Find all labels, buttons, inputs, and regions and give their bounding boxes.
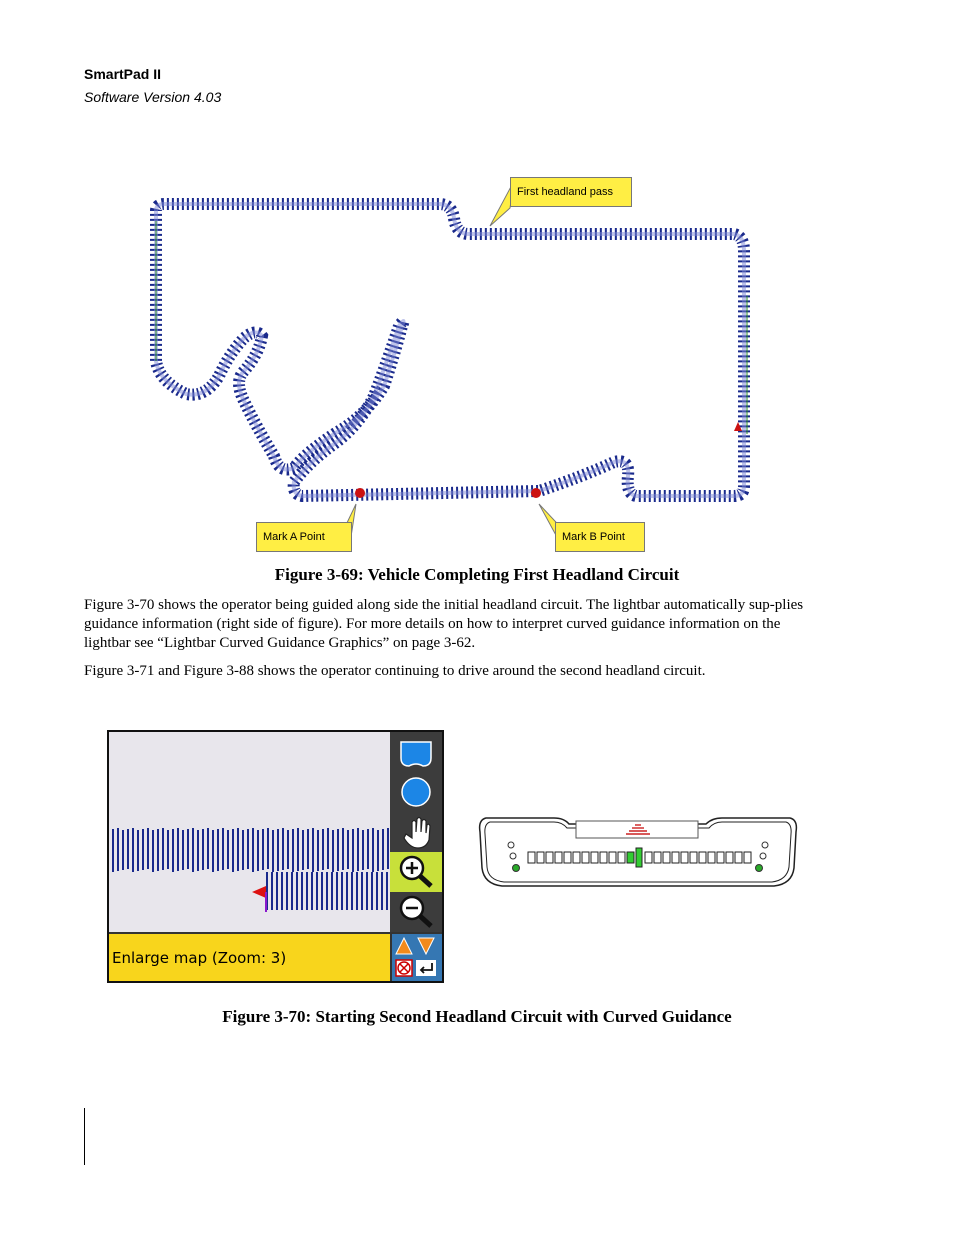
- header-version: Software Version 4.03: [84, 89, 222, 105]
- lightbar-led: [618, 852, 625, 863]
- paragraph-2: Figure 3-71 and Figure 3-88 shows the operator continuing to drive around the second headland circuit.: [84, 663, 706, 679]
- mark-b-point: [531, 488, 541, 498]
- page-margin-rule: [84, 1108, 85, 1165]
- lightbar-led: [645, 852, 652, 863]
- status-text: Enlarge map (Zoom: 3): [112, 948, 287, 967]
- map-toolbar: [390, 732, 442, 934]
- lightbar-led: [537, 852, 544, 863]
- lightbar-led: [717, 852, 724, 863]
- figure-caption-3-69: Figure 3-69: Vehicle Completing First Headland Circuit: [274, 565, 680, 584]
- lightbar-led: [564, 852, 571, 863]
- lightbar-led: [690, 852, 697, 863]
- mark-a-callout: Mark A Point: [256, 522, 352, 552]
- lightbar-led: [555, 852, 562, 863]
- lightbar-led: [663, 852, 670, 863]
- zoom-out-icon[interactable]: [390, 892, 442, 932]
- headland-circuit-figure: [144, 176, 756, 556]
- lightbar-led: [546, 852, 553, 863]
- lightbar-led: [609, 852, 616, 863]
- lightbar-led: [735, 852, 742, 863]
- lightbar-led: [744, 852, 751, 863]
- pan-hand-icon[interactable]: [390, 812, 442, 852]
- guidance-map[interactable]: [109, 732, 390, 934]
- field-icon[interactable]: [390, 732, 442, 772]
- enter-icon[interactable]: [416, 960, 436, 976]
- mark-b-callout: Mark B Point: [555, 522, 645, 552]
- header-product: SmartPad II: [84, 66, 162, 82]
- up-arrow-icon[interactable]: [394, 936, 414, 956]
- lightbar-center-led: [636, 848, 642, 867]
- lightbar-display: [474, 812, 802, 890]
- lightbar-led: [600, 852, 607, 863]
- first-headland-pass-callout: First headland pass: [510, 177, 632, 207]
- circle-icon[interactable]: [390, 772, 442, 812]
- nav-pad: [390, 932, 442, 981]
- lightbar-led: [528, 852, 535, 863]
- paragraph-1: Figure 3-70 shows the operator being guided along side the initial headland circuit. The lightbar automatically sup-plies guidance information (right side of figure). For more details on how to interpret curved guidance information on the lightbar see “Lightbar Curved Guidance Graphics” on page 3-62.: [84, 597, 804, 651]
- lightbar-led: [591, 852, 598, 863]
- lightbar-led: [672, 852, 679, 863]
- lightbar-led: [654, 852, 661, 863]
- lightbar-led: [627, 852, 634, 863]
- down-arrow-icon[interactable]: [416, 936, 436, 956]
- status-bar: [109, 932, 390, 981]
- lightbar-led: [573, 852, 580, 863]
- mark-a-point: [355, 488, 365, 498]
- lightbar-led: [699, 852, 706, 863]
- smartpad-screen: [107, 730, 444, 983]
- figure-caption-3-70: Figure 3-70: Starting Second Headland Circuit with Curved Guidance: [222, 1007, 732, 1026]
- lightbar-led: [582, 852, 589, 863]
- lightbar-led: [681, 852, 688, 863]
- zoom-in-icon[interactable]: [390, 852, 442, 892]
- lightbar-led: [708, 852, 715, 863]
- lightbar-led: [726, 852, 733, 863]
- cancel-icon[interactable]: [396, 960, 412, 976]
